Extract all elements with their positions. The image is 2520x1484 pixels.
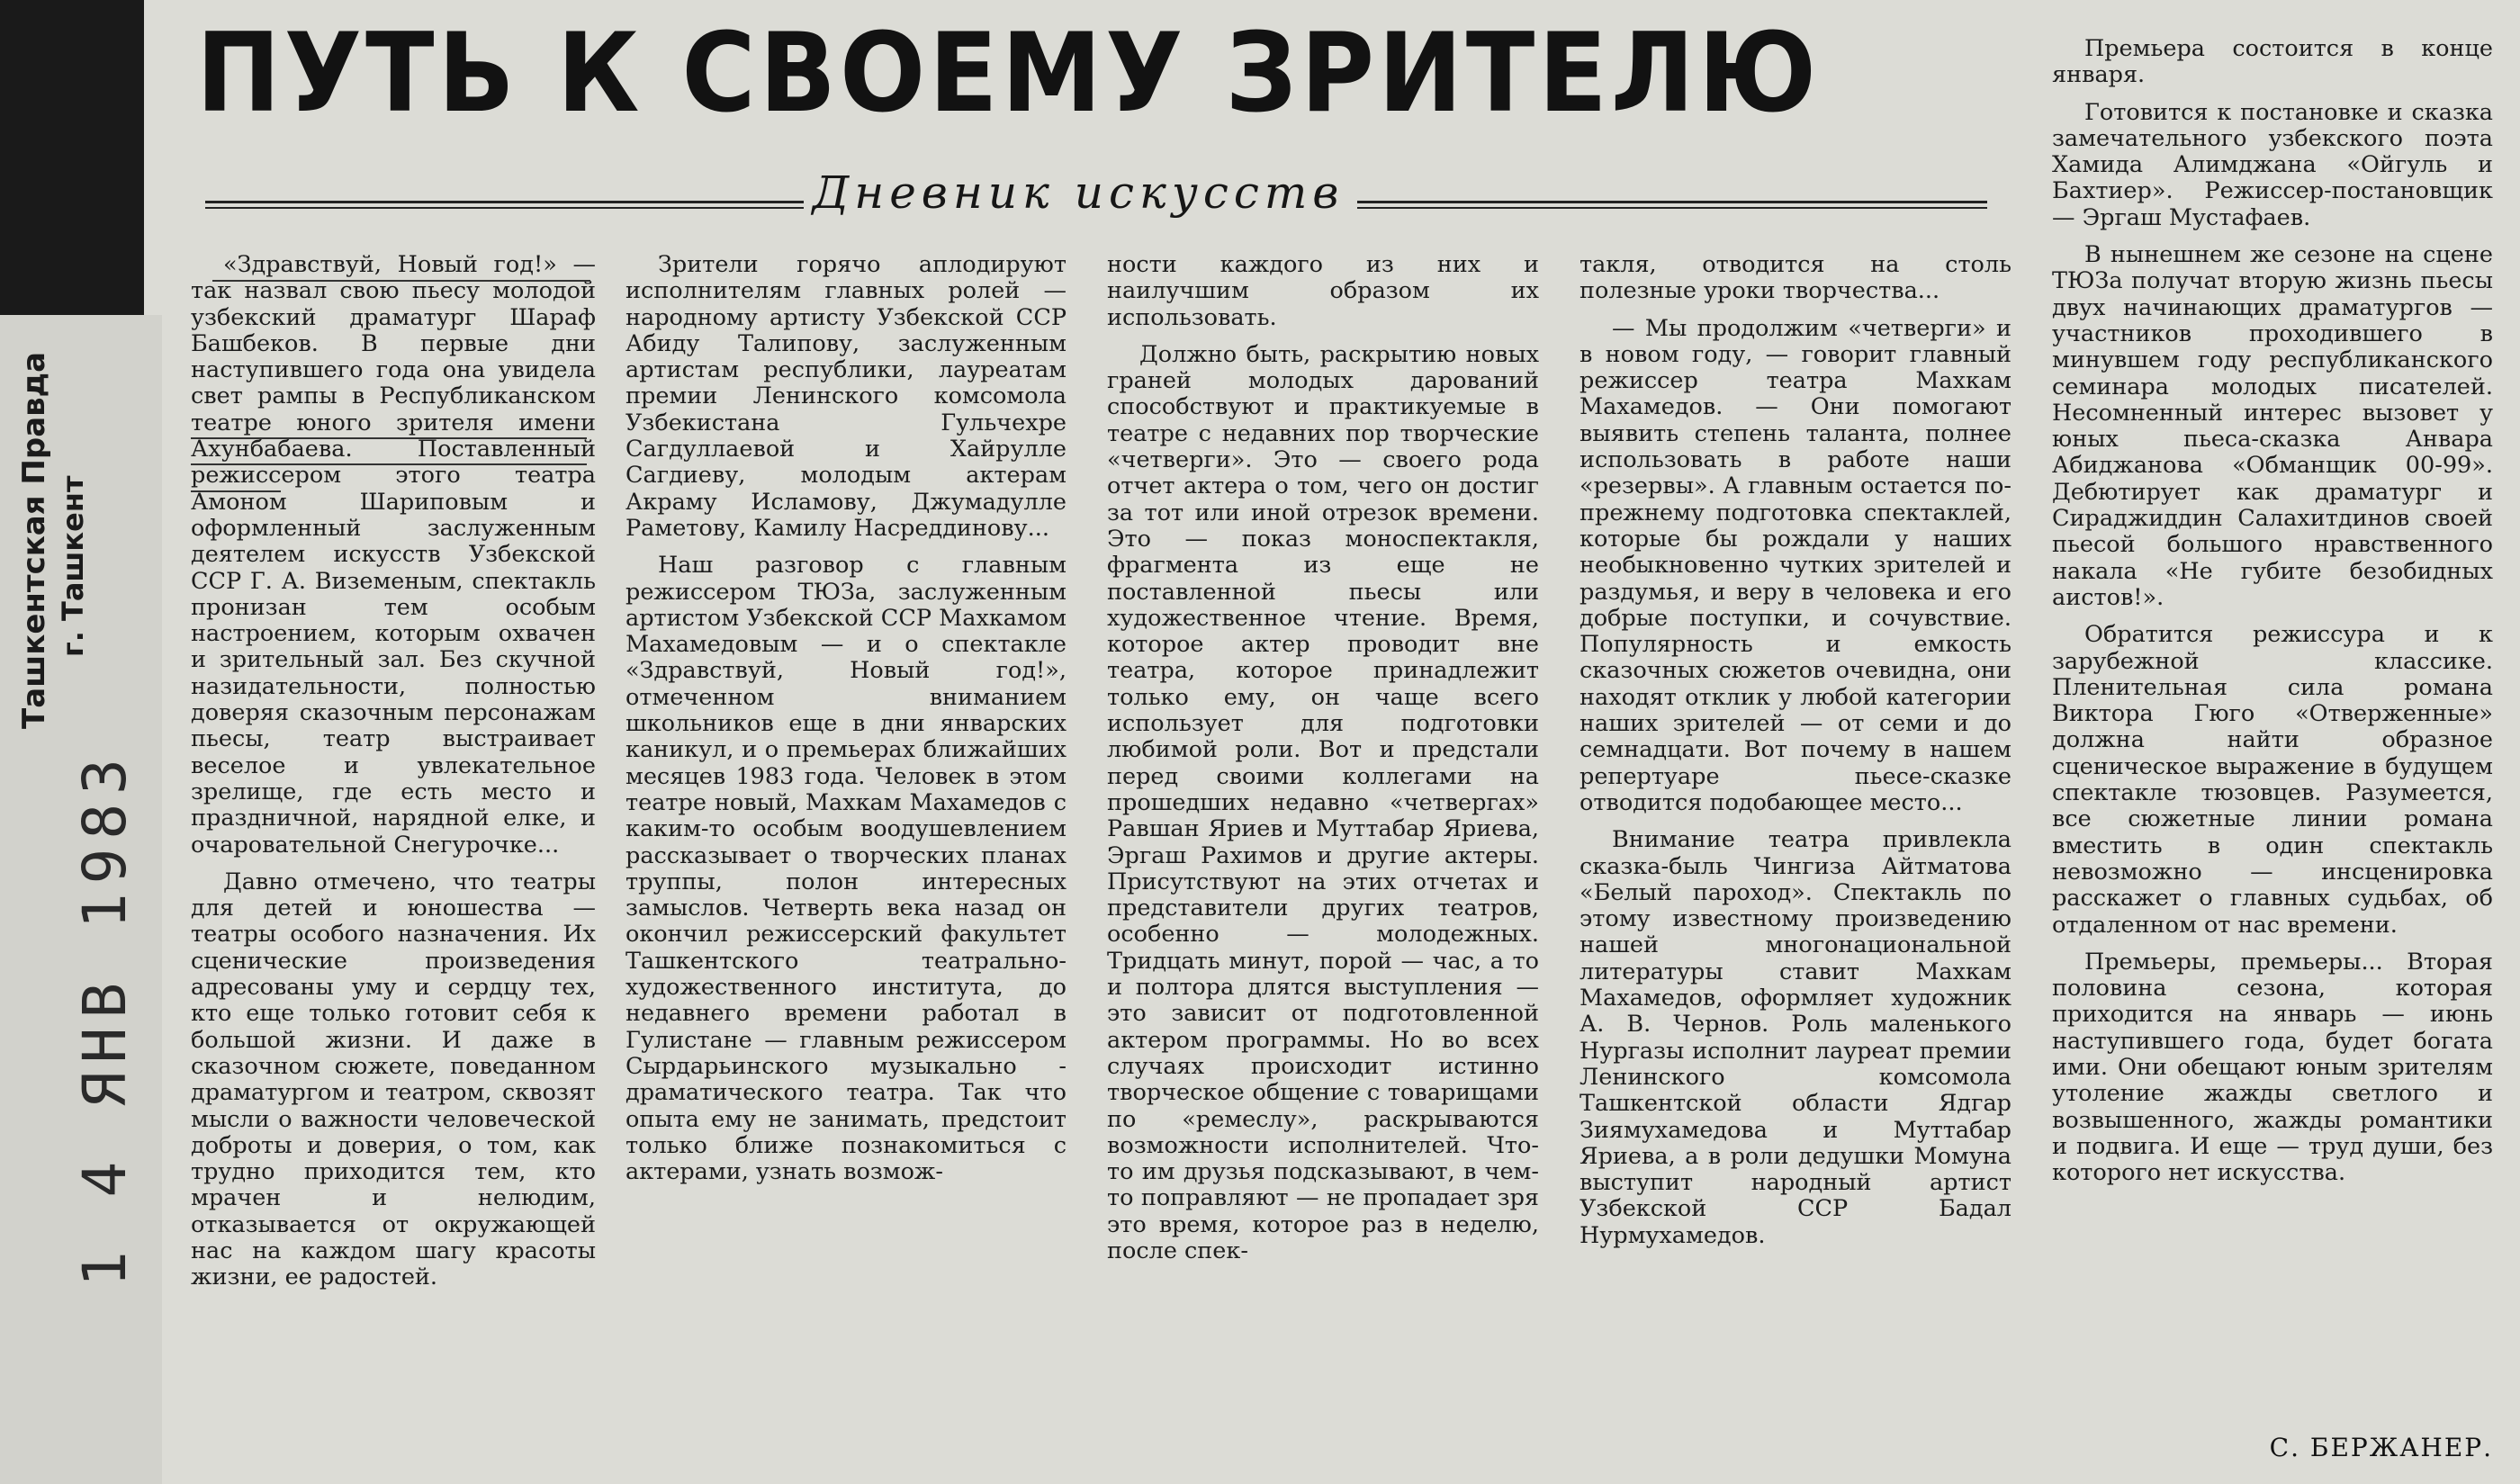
source-newspaper: Ташкентская Правда <box>16 351 52 729</box>
rubric-title: Дневник искусств <box>812 166 1345 219</box>
paragraph: Готовится к постановке и сказка замечательного узбекского поэта Хамида Алимджана «Ойгуль и Бахтиер». Режиссер-постановщик — Эргаш Мустафаев. <box>2052 98 2493 231</box>
paragraph: Должно быть, раскрытию новых граней молодых дарований способствуют и практикуемые в театре с недавних пор творческие «четверги». Это — своего рода отчет актера о том, чего он достиг за тот или иной отрезок времени. Это — показ моноспектакля, фрагмента из еще не поставленной пьесы или художественное чтение. Время, которое актер проводит вне театра, которое принадлежит только ему, он чаще всего использует для подготовки любимой роли. Вот и предстали перед своими коллегами на прошедших недавно «четвергах» Равшан Яриев и Муттабар Яриева, Эргаш Рахимов и другие актеры. Присутствуют на этих отчетах и представители других театров, особенно — молодежных. Тридцать минут, порой — час, а то и полтора длятся выступления — это зависит от подготовленной актером программы. Но во всех случаях происходит истинно творческое общение с товарищами по «ремеслу», раскрываются возможности исполнителей. Что-то им друзья подсказывают, в чем-то поправляют — не пропадает зря это время, которое раз в неделю, после спек- <box>1107 340 1539 1264</box>
article-column-5 <box>2052 36 2493 1440</box>
paragraph: Премьера состоится в конце января. <box>2052 36 2493 89</box>
rubric-rule-left <box>205 201 804 209</box>
paragraph: такля, отводится на столь полезные уроки творчества... <box>1580 252 2012 305</box>
article-headline: ПУТЬ К СВОЕМУ ЗРИТЕЛЮ <box>196 15 1821 132</box>
article-column-3 <box>1107 252 1539 1458</box>
paragraph: Обратится режиссура и к зарубежной классике. Пленительная сила романа Виктора Гюго «Отверженные» должна найти образное сценическое выражение в будущем спектакле тюзовцев. Разумеется, все сюжетные линии романа вместить в один спектакль невозможно — инсценировка расскажет о главных судьбах, об отдаленном от нас времени. <box>2052 621 2493 939</box>
article-column-1 <box>191 252 596 1458</box>
article-column-2 <box>626 252 1066 1458</box>
rubric-rule-right <box>1357 201 1987 209</box>
paragraph: Зрители горячо аплодируют исполнителям главных ролей — народному артисту Узбекской ССР Абиду Талипову, заслуженным артистам республики, лауреатам премии Ленинского комсомола Узбекистана Гульчехре Сагдуллаевой и Хайрулле Сагдиеву, молодым актерам Акраму Исламову, Джумадулле Раметову, Камилу Насреддинову... <box>626 252 1066 542</box>
pen-underline <box>212 280 590 282</box>
rubric-row <box>196 166 1996 229</box>
paragraph: В нынешнем же сезоне на сцене ТЮЗа получат вторую жизнь пьесы двух начинающих драматургов — участников проходившего в минувшем году республиканского семинара молодых писателей. Несомненный интерес вызовет у юных пьеса-сказка Анвара Абиджанова «Обманщик 00-99». Дебютирует как драматург и Сираджиддин Салахитдинов своей пьесой большого нравственного накала «Не губите безобидных аистов!». <box>2052 241 2493 611</box>
source-city: г. Ташкент <box>56 475 90 657</box>
paragraph: Внимание театра привлекла сказка-быль Чингиза Айтматова «Белый пароход». Спектакль по этому известному произведению нашей многонациональной литературы ставит Махкам Махамедов, оформляет художник А. В. Чернов. Роль маленького Нургазы исполнит лауреат премии Ленинского комсомола Ташкентской области Ядгар Зиямухамедова и Муттабар Яриева, а в роли дедушки Момуна выступит народный артист Узбекской ССР Бадал Нурмухамедов. <box>1580 826 2012 1249</box>
paragraph: Наш разговор с главным режиссером ТЮЗа, заслуженным артистом Узбекской ССР Махкамом Махамедовым — и о спектакле «Здравствуй, Новый год!», отмеченном вниманием школьников еще в дни январских каникул, и о премьерах ближайших месяцев 1983 года. Человек в этом театре новый, Махкам Махамедов с каким-то особым воодушевлением рассказывает о творческих планах труппы, полон интересных замыслов. Четверть века назад он окончил режиссерский факультет Ташкентского театрально-художественного института, до недавнего времени работал в Гулистане — главным режиссером Сырдарьинского музыкально - драматического театра. Так что опыта ему не занимать, предстоит только ближе познакомиться с актерами, узнать возмож- <box>626 552 1066 1186</box>
date-stamp: 1 4 ЯНВ 1983 <box>70 750 140 1287</box>
pen-underline <box>191 463 587 465</box>
pen-underline <box>191 437 587 439</box>
paragraph: — Мы продолжим «четверги» и в новом году, — говорит главный режиссер театра Махкам Махамедов. — Они помогают выявить степень таланта, полнее использовать в работе наши «резервы». А главным остается по-прежнему подготовка спектаклей, которые бы рождали у наших необыкновенно чутких зрителей и раздумья, и веру в человека и его добрые поступки, и сочувствие. Популярность и емкость сказочных сюжетов очевидна, они находят отклик у любой категории наших зрителей — от семи и до семнадцати. Вот почему в нашем репертуаре пьесе-сказке отводится подобающее место... <box>1580 314 2012 816</box>
paragraph: Давно отмечено, что театры для детей и юношества — театры особого назначения. Их сценические произведения адресованы уму и сердцу тех, кто еще только готовит себя к большой жизни. И даже в сказочном сюжете, поведанном драматургом и театром, сквозят мысли о важности человеческой доброты и доверия, о том, как трудно приходится тем, кто мрачен и нелюдим, отказывается от окружающей нас на каждом шагу красоты жизни, ее радостей. <box>191 868 596 1291</box>
author-signature: С. БЕРЖАНЕР. <box>2269 1433 2493 1462</box>
paragraph: «Здравствуй, Новый год!» — так назвал свою пьесу молодой узбекский драматург Шараф Башбеков. В первые дни наступившего года она увидела свет рампы в Республиканском театре юного зрителя имени Ахунбабаева. Поставленный режиссером этого театра Амоном Шариповым и оформленный заслуженным деятелем искусств Узбекской ССР Г. А. Виземеным, спектакль пронизан тем особым настроением, которым охвачен и зрительный зал. Без скучной назидательности, полностью доверяя сказочным персонажам пьесы, театр выстраивает веселое и увлекательное зрелище, где есть место и праздничной, нарядной елке, и очаровательной Снегурочке... <box>191 252 596 859</box>
pen-underline <box>191 490 281 492</box>
paragraph: ности каждого из них и наилучшим образом их использовать. <box>1107 252 1539 331</box>
article-column-4 <box>1580 252 2012 1458</box>
paragraph: Премьеры, премьеры... Вторая половина сезона, которая приходится на январь — июнь наступившего года, будет богата ими. Они обещают юным зрителям утоление жажды светлого и возвышенного, жажды романтики и подвига. И еще — труд души, без которого нет искусства. <box>2052 948 2493 1187</box>
